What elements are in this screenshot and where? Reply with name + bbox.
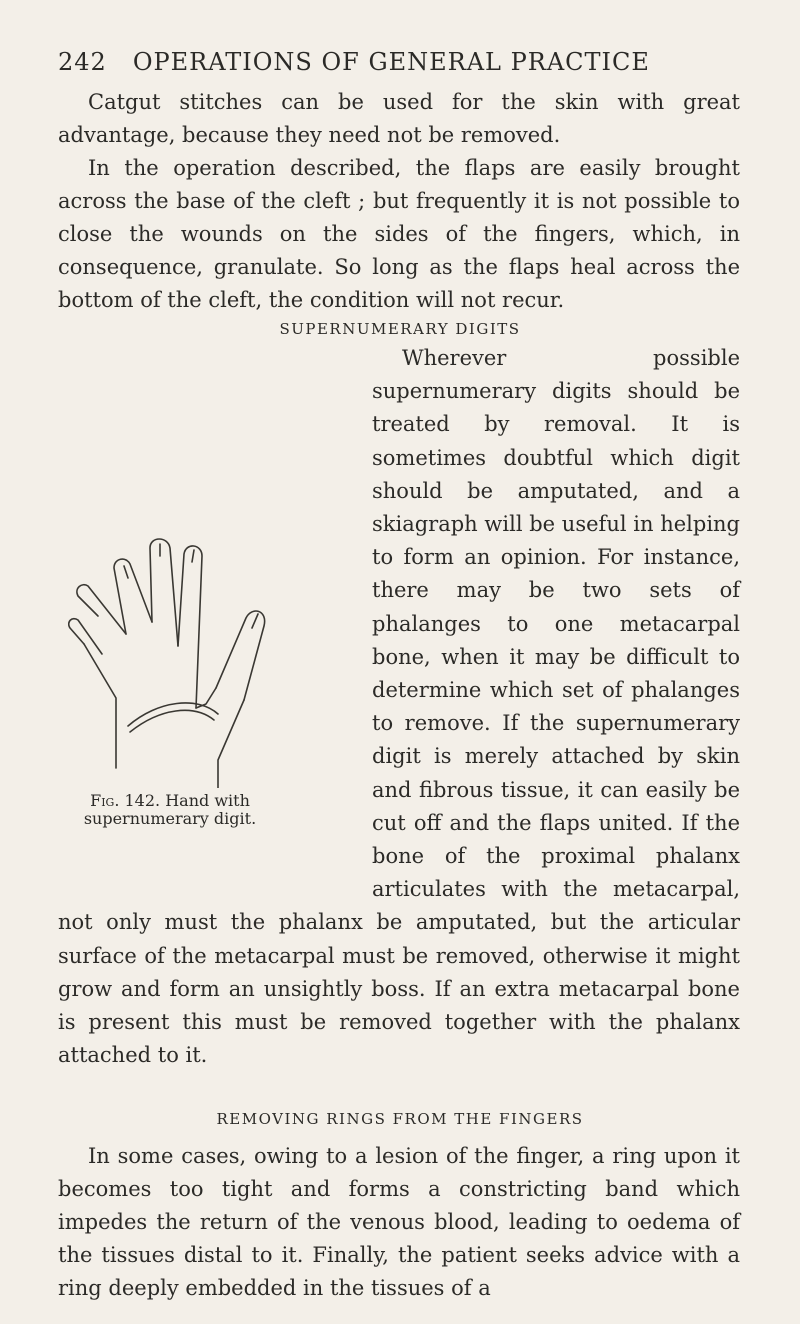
paragraph-rings: In some cases, owing to a lesion of the finger, a ring upon it becomes too tight and forms a constricting band which impedes the return of the venous blood, leading to oedema of the tissues distal to it. Finally, the patient seeks advice with a ring deeply embedded in the tissues of a: [58, 1144, 740, 1300]
supernumerary-section: [58, 342, 740, 1072]
running-header: [58, 48, 718, 76]
palm-crease-inner: [130, 710, 214, 732]
middle-finger-outline: [150, 539, 178, 646]
page-number: 242: [58, 48, 107, 76]
hand-illustration: [68, 408, 288, 788]
index-finger-outline: [178, 546, 202, 708]
palm-left-edge: [84, 644, 116, 768]
nail-mark: [192, 550, 194, 562]
paragraph-supernumerary: Wherever possible supernumerary digits should be treated by removal. It is sometimes doubtful which digit should be amputated, and a skiagraph will be useful in helping to form an opinion. For instance, there may be two sets of phalanges to one metacarpal bone, when it may be difficult to determine which set of phalanges to remove. If the supernumerary digit is merely attached by skin and fibrous tissue, it can easily be cut off and the flaps united. If the bone of the proximal phalanx articulates with the metacarpal, not only must the phalanx be amputated, but the articular surface of the metacarpal must be removed, otherwise it might grow and form an unsightly boss. If an extra metacarpal bone is present this must be removed together with the phalanx attached to it.: [58, 346, 740, 1068]
nail-mark: [252, 614, 258, 628]
nail-mark: [124, 566, 128, 578]
heading-removing-rings: REMOVING RINGS FROM THE FINGERS: [216, 1110, 584, 1128]
figure-label: Fig. 142.: [90, 791, 161, 810]
palm-right-edge: [218, 700, 244, 788]
figure-caption: [58, 792, 282, 828]
supernumerary-digit-outline: [69, 619, 102, 654]
running-title: OPERATIONS OF GENERAL PRACTICE: [132, 48, 650, 76]
paragraph-flaps: In the operation described, the flaps are easily brought across the base of the cleft ; but frequently it is not possible to close the wounds on the sides of the fingers, which, in consequence, granulate. So long as the flaps heal across the bottom of the cleft, the condition will not recur.: [58, 156, 740, 312]
thumb-outline: [216, 611, 265, 700]
heading-supernumerary-digits: SUPERNUMERARY DIGITS: [279, 320, 521, 338]
figure-caption-text: Hand with supernumerary digit.: [83, 791, 257, 828]
figure-142: [58, 408, 358, 894]
ring-finger-outline: [114, 559, 152, 634]
paragraph-catgut: Catgut stitches can be used for the skin with great advantage, because they need not be removed.: [58, 90, 740, 147]
